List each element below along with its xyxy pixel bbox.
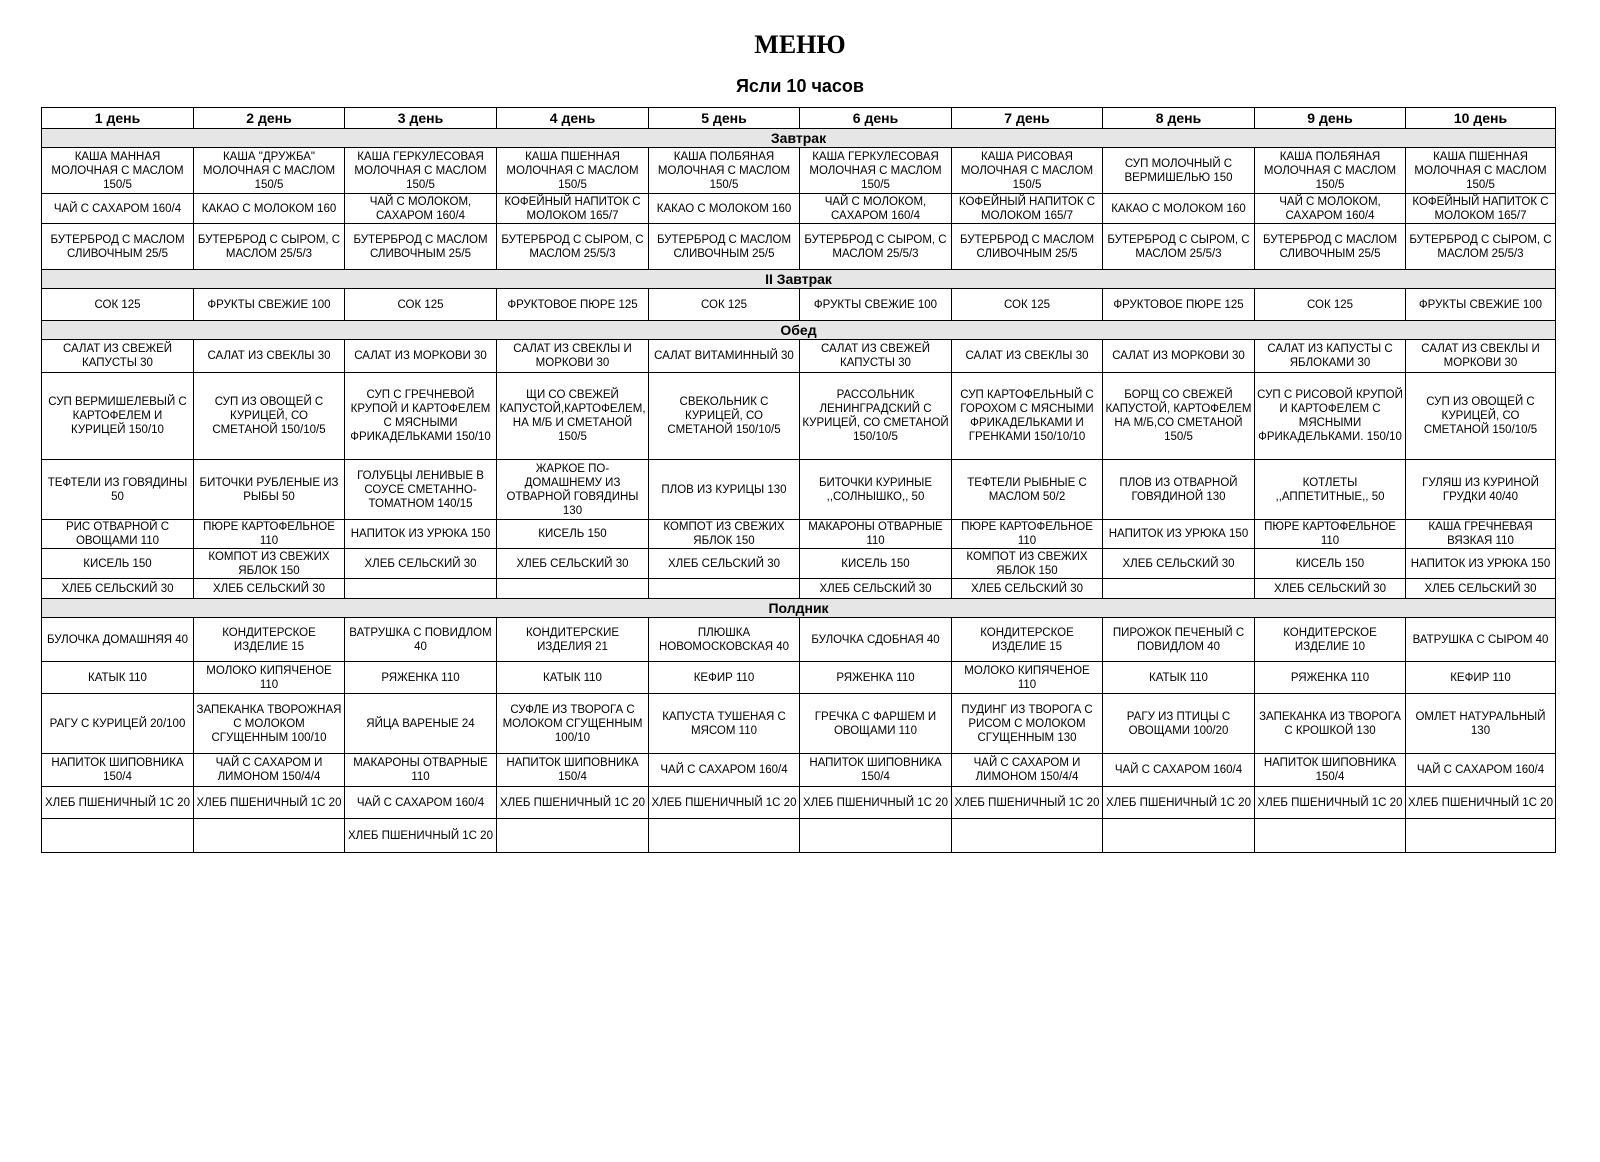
- dish-cell: САЛАТ ИЗ МОРКОВИ 30: [345, 340, 497, 373]
- menu-row: [42, 618, 1556, 662]
- dish-cell: ЧАЙ С САХАРОМ И ЛИМОНОМ 150/4/4: [952, 754, 1103, 787]
- dish-cell: СОК 125: [345, 289, 497, 321]
- dish-cell: КАША МАННАЯ МОЛОЧНАЯ С МАСЛОМ 150/5: [42, 148, 194, 194]
- dish-cell: РИС ОТВАРНОЙ С ОВОЩАМИ 110: [42, 520, 194, 549]
- section-header-row: [42, 129, 1556, 148]
- day-header: 4 день: [497, 108, 649, 129]
- dish-cell: НАПИТОК ИЗ УРЮКА 150: [345, 520, 497, 549]
- day-header: 8 день: [1103, 108, 1255, 129]
- menu-table: [41, 107, 1556, 853]
- dish-cell: ХЛЕБ СЕЛЬСКИЙ 30: [649, 549, 800, 579]
- dish-cell: ХЛЕБ СЕЛЬСКИЙ 30: [42, 579, 194, 599]
- dish-cell: КЕФИР 110: [649, 662, 800, 694]
- dish-cell: БУТЕРБРОД С МАСЛОМ СЛИВОЧНЫМ 25/5: [1255, 224, 1406, 270]
- dish-cell: [1255, 819, 1406, 853]
- day-header: 1 день: [42, 108, 194, 129]
- dish-cell: КАКАО С МОЛОКОМ 160: [649, 194, 800, 224]
- dish-cell: ХЛЕБ СЕЛЬСКИЙ 30: [952, 579, 1103, 599]
- dish-cell: ВАТРУШКА С ПОВИДЛОМ 40: [345, 618, 497, 662]
- dish-cell: БУЛОЧКА ДОМАШНЯЯ 40: [42, 618, 194, 662]
- menu-row: [42, 289, 1556, 321]
- dish-cell: СУП ИЗ ОВОЩЕЙ С КУРИЦЕЙ, СО СМЕТАНОЙ 150/10/5: [1406, 373, 1556, 460]
- dish-cell: НАПИТОК ШИПОВНИКА 150/4: [497, 754, 649, 787]
- dish-cell: ХЛЕБ СЕЛЬСКИЙ 30: [1103, 549, 1255, 579]
- dish-cell: НАПИТОК ИЗ УРЮКА 150: [1103, 520, 1255, 549]
- dish-cell: СУП ВЕРМИШЕЛЕВЫЙ С КАРТОФЕЛЕМ И КУРИЦЕЙ 150/10: [42, 373, 194, 460]
- dish-cell: РАГУ С КУРИЦЕЙ 20/100: [42, 694, 194, 754]
- dish-cell: КАША ПШЕННАЯ МОЛОЧНАЯ С МАСЛОМ 150/5: [1406, 148, 1556, 194]
- dish-cell: СУП МОЛОЧНЫЙ С ВЕРМИШЕЛЬЮ 150: [1103, 148, 1255, 194]
- dish-cell: ВАТРУШКА С СЫРОМ 40: [1406, 618, 1556, 662]
- section-header-row: [42, 321, 1556, 340]
- dish-cell: ЖАРКОЕ ПО-ДОМАШНЕМУ ИЗ ОТВАРНОЙ ГОВЯДИНЫ 130: [497, 460, 649, 520]
- dish-cell: ТЕФТЕЛИ РЫБНЫЕ С МАСЛОМ 50/2: [952, 460, 1103, 520]
- day-header: 5 день: [649, 108, 800, 129]
- dish-cell: БОРЩ СО СВЕЖЕЙ КАПУСТОЙ, КАРТОФЕЛЕМ НА М/Б,СО СМЕТАНОЙ 150/5: [1103, 373, 1255, 460]
- dish-cell: ТЕФТЕЛИ ИЗ ГОВЯДИНЫ 50: [42, 460, 194, 520]
- dish-cell: КАТЫК 110: [42, 662, 194, 694]
- dish-cell: БУТЕРБРОД С СЫРОМ, С МАСЛОМ 25/5/3: [1103, 224, 1255, 270]
- dish-cell: НАПИТОК ШИПОВНИКА 150/4: [1255, 754, 1406, 787]
- page-title: МЕНЮ: [754, 30, 846, 59]
- section-title: Завтрак: [42, 129, 1556, 148]
- dish-cell: КИСЕЛЬ 150: [42, 549, 194, 579]
- dish-cell: ФРУКТЫ СВЕЖИЕ 100: [1406, 289, 1556, 321]
- day-header: 2 день: [194, 108, 345, 129]
- dish-cell: ЧАЙ С САХАРОМ 160/4: [1103, 754, 1255, 787]
- dish-cell: ХЛЕБ ПШЕНИЧНЫЙ 1С 20: [649, 787, 800, 819]
- dish-cell: ЩИ СО СВЕЖЕЙ КАПУСТОЙ,КАРТОФЕЛЕМ, НА М/Б И СМЕТАНОЙ 150/5: [497, 373, 649, 460]
- day-header: 3 день: [345, 108, 497, 129]
- dish-cell: СОК 125: [42, 289, 194, 321]
- section-header-row: [42, 270, 1556, 289]
- menu-row: [42, 373, 1556, 460]
- dish-cell: [1103, 819, 1255, 853]
- dish-cell: [194, 819, 345, 853]
- menu-row: [42, 340, 1556, 373]
- dish-cell: СУП КАРТОФЕЛЬНЫЙ С ГОРОХОМ С МЯСНЫМИ ФРИКАДЕЛЬКАМИ И ГРЕНКАМИ 150/10/10: [952, 373, 1103, 460]
- dish-cell: ФРУКТЫ СВЕЖИЕ 100: [194, 289, 345, 321]
- dish-cell: БУТЕРБРОД С МАСЛОМ СЛИВОЧНЫМ 25/5: [42, 224, 194, 270]
- menu-row: [42, 194, 1556, 224]
- dish-cell: КАША ПОЛБЯНАЯ МОЛОЧНАЯ С МАСЛОМ 150/5: [649, 148, 800, 194]
- dish-cell: ЧАЙ С САХАРОМ И ЛИМОНОМ 150/4/4: [194, 754, 345, 787]
- dish-cell: [952, 819, 1103, 853]
- menu-row: [42, 520, 1556, 549]
- section-title: Полдник: [42, 599, 1556, 618]
- dish-cell: КЕФИР 110: [1406, 662, 1556, 694]
- dish-cell: ГОЛУБЦЫ ЛЕНИВЫЕ В СОУСЕ СМЕТАННО-ТОМАТНОМ 140/15: [345, 460, 497, 520]
- dish-cell: КАША "ДРУЖБА" МОЛОЧНАЯ С МАСЛОМ 150/5: [194, 148, 345, 194]
- dish-cell: БУТЕРБРОД С МАСЛОМ СЛИВОЧНЫМ 25/5: [952, 224, 1103, 270]
- dish-cell: САЛАТ ИЗ СВЕКЛЫ 30: [952, 340, 1103, 373]
- dish-cell: КОМПОТ ИЗ СВЕЖИХ ЯБЛОК 150: [194, 549, 345, 579]
- dish-cell: ФРУКТОВОЕ ПЮРЕ 125: [497, 289, 649, 321]
- menu-row: [42, 549, 1556, 579]
- dish-cell: ЧАЙ С МОЛОКОМ, САХАРОМ 160/4: [1255, 194, 1406, 224]
- dish-cell: СОК 125: [649, 289, 800, 321]
- dish-cell: [345, 579, 497, 599]
- dish-cell: ХЛЕБ ПШЕНИЧНЫЙ 1С 20: [1406, 787, 1556, 819]
- dish-cell: САЛАТ ИЗ МОРКОВИ 30: [1103, 340, 1255, 373]
- dish-cell: САЛАТ ИЗ КАПУСТЫ С ЯБЛОКАМИ 30: [1255, 340, 1406, 373]
- dish-cell: ЧАЙ С САХАРОМ 160/4: [649, 754, 800, 787]
- dish-cell: СОК 125: [952, 289, 1103, 321]
- dish-cell: КИСЕЛЬ 150: [800, 549, 952, 579]
- dish-cell: ХЛЕБ СЕЛЬСКИЙ 30: [1255, 579, 1406, 599]
- dish-cell: ХЛЕБ ПШЕНИЧНЫЙ 1С 20: [42, 787, 194, 819]
- menu-body: [42, 129, 1556, 853]
- dish-cell: КАША ПОЛБЯНАЯ МОЛОЧНАЯ С МАСЛОМ 150/5: [1255, 148, 1406, 194]
- dish-cell: САЛАТ ИЗ СВЕЖЕЙ КАПУСТЫ 30: [42, 340, 194, 373]
- dish-cell: ЧАЙ С САХАРОМ 160/4: [42, 194, 194, 224]
- dish-cell: ЧАЙ С САХАРОМ 160/4: [1406, 754, 1556, 787]
- section-title: Обед: [42, 321, 1556, 340]
- dish-cell: ХЛЕБ СЕЛЬСКИЙ 30: [800, 579, 952, 599]
- dish-cell: ХЛЕБ ПШЕНИЧНЫЙ 1С 20: [1103, 787, 1255, 819]
- dish-cell: КАПУСТА ТУШЕНАЯ С МЯСОМ 110: [649, 694, 800, 754]
- dish-cell: СУП С РИСОВОЙ КРУПОЙ И КАРТОФЕЛЕМ С МЯСНЫМИ ФРИКАДЕЛЬКАМИ. 150/10: [1255, 373, 1406, 460]
- dish-cell: [42, 819, 194, 853]
- dish-cell: ПУДИНГ ИЗ ТВОРОГА С РИСОМ С МОЛОКОМ СГУЩЕННЫМ 130: [952, 694, 1103, 754]
- dish-cell: КОНДИТЕРСКОЕ ИЗДЕЛИЕ 15: [952, 618, 1103, 662]
- dish-cell: ФРУКТОВОЕ ПЮРЕ 125: [1103, 289, 1255, 321]
- dish-cell: ХЛЕБ ПШЕНИЧНЫЙ 1С 20: [345, 819, 497, 853]
- dish-cell: ХЛЕБ СЕЛЬСКИЙ 30: [497, 549, 649, 579]
- dish-cell: СУП ИЗ ОВОЩЕЙ С КУРИЦЕЙ, СО СМЕТАНОЙ 150/10/5: [194, 373, 345, 460]
- dish-cell: ХЛЕБ СЕЛЬСКИЙ 30: [194, 579, 345, 599]
- dish-cell: [497, 819, 649, 853]
- dish-cell: ХЛЕБ ПШЕНИЧНЫЙ 1С 20: [194, 787, 345, 819]
- dish-cell: НАПИТОК ШИПОВНИКА 150/4: [42, 754, 194, 787]
- menu-row: [42, 819, 1556, 853]
- dish-cell: САЛАТ ВИТАМИННЫЙ 30: [649, 340, 800, 373]
- page-subtitle: Ясли 10 часов: [735, 76, 864, 96]
- dish-cell: БУТЕРБРОД С СЫРОМ, С МАСЛОМ 25/5/3: [194, 224, 345, 270]
- dish-cell: БИТОЧКИ КУРИНЫЕ ,,СОЛНЫШКО,, 50: [800, 460, 952, 520]
- dish-cell: КОФЕЙНЫЙ НАПИТОК С МОЛОКОМ 165/7: [497, 194, 649, 224]
- dish-cell: [1406, 819, 1556, 853]
- dish-cell: ХЛЕБ СЕЛЬСКИЙ 30: [345, 549, 497, 579]
- menu-row: [42, 754, 1556, 787]
- dish-cell: КИСЕЛЬ 150: [497, 520, 649, 549]
- dish-cell: САЛАТ ИЗ СВЕКЛЫ 30: [194, 340, 345, 373]
- dish-cell: ЗАПЕКАНКА ИЗ ТВОРОГА С КРОШКОЙ 130: [1255, 694, 1406, 754]
- dish-cell: БИТОЧКИ РУБЛЕНЫЕ ИЗ РЫБЫ 50: [194, 460, 345, 520]
- dish-cell: КОНДИТЕРСКИЕ ИЗДЕЛИЯ 21: [497, 618, 649, 662]
- dish-cell: КАКАО С МОЛОКОМ 160: [1103, 194, 1255, 224]
- dish-cell: КОТЛЕТЫ ,,АППЕТИТНЫЕ,, 50: [1255, 460, 1406, 520]
- dish-cell: МОЛОКО КИПЯЧЕНОЕ 110: [194, 662, 345, 694]
- dish-cell: КОНДИТЕРСКОЕ ИЗДЕЛИЕ 15: [194, 618, 345, 662]
- menu-row: [42, 787, 1556, 819]
- dish-cell: ПЮРЕ КАРТОФЕЛЬНОЕ 110: [1255, 520, 1406, 549]
- dish-cell: БУТЕРБРОД С МАСЛОМ СЛИВОЧНЫМ 25/5: [345, 224, 497, 270]
- dish-cell: [497, 579, 649, 599]
- dish-cell: РЯЖЕНКА 110: [800, 662, 952, 694]
- dish-cell: БУЛОЧКА СДОБНАЯ 40: [800, 618, 952, 662]
- dish-cell: ЧАЙ С МОЛОКОМ, САХАРОМ 160/4: [345, 194, 497, 224]
- dish-cell: ЧАЙ С МОЛОКОМ, САХАРОМ 160/4: [800, 194, 952, 224]
- dish-cell: КОМПОТ ИЗ СВЕЖИХ ЯБЛОК 150: [952, 549, 1103, 579]
- dish-cell: [1103, 579, 1255, 599]
- day-header: 6 день: [800, 108, 952, 129]
- dish-cell: ОМЛЕТ НАТУРАЛЬНЫЙ 130: [1406, 694, 1556, 754]
- dish-cell: ЯЙЦА ВАРЕНЫЕ 24: [345, 694, 497, 754]
- dish-cell: ЗАПЕКАНКА ТВОРОЖНАЯ С МОЛОКОМ СГУЩЕННЫМ 100/10: [194, 694, 345, 754]
- day-header: 7 день: [952, 108, 1103, 129]
- dish-cell: [649, 819, 800, 853]
- dish-cell: БУТЕРБРОД С СЫРОМ, С МАСЛОМ 25/5/3: [800, 224, 952, 270]
- dish-cell: ПЛОВ ИЗ КУРИЦЫ 130: [649, 460, 800, 520]
- day-header: 9 день: [1255, 108, 1406, 129]
- dish-cell: КАША ПШЕННАЯ МОЛОЧНАЯ С МАСЛОМ 150/5: [497, 148, 649, 194]
- menu-row: [42, 224, 1556, 270]
- dish-cell: КАТЫК 110: [497, 662, 649, 694]
- dish-cell: КОФЕЙНЫЙ НАПИТОК С МОЛОКОМ 165/7: [1406, 194, 1556, 224]
- dish-cell: БУТЕРБРОД С СЫРОМ, С МАСЛОМ 25/5/3: [497, 224, 649, 270]
- dish-cell: [800, 819, 952, 853]
- dish-cell: ФРУКТЫ СВЕЖИЕ 100: [800, 289, 952, 321]
- dish-cell: САЛАТ ИЗ СВЕКЛЫ И МОРКОВИ 30: [497, 340, 649, 373]
- dish-cell: КОМПОТ ИЗ СВЕЖИХ ЯБЛОК 150: [649, 520, 800, 549]
- dish-cell: ХЛЕБ ПШЕНИЧНЫЙ 1С 20: [497, 787, 649, 819]
- dish-cell: ПИРОЖОК ПЕЧЕНЫЙ С ПОВИДЛОМ 40: [1103, 618, 1255, 662]
- dish-cell: КАКАО С МОЛОКОМ 160: [194, 194, 345, 224]
- dish-cell: ПЮРЕ КАРТОФЕЛЬНОЕ 110: [952, 520, 1103, 549]
- dish-cell: ГУЛЯШ ИЗ КУРИНОЙ ГРУДКИ 40/40: [1406, 460, 1556, 520]
- dish-cell: СУП С ГРЕЧНЕВОЙ КРУПОЙ И КАРТОФЕЛЕМ С МЯСНЫМИ ФРИКАДЕЛЬКАМИ 150/10: [345, 373, 497, 460]
- dish-cell: ПЛЮШКА НОВОМОСКОВСКАЯ 40: [649, 618, 800, 662]
- dish-cell: БУТЕРБРОД С СЫРОМ, С МАСЛОМ 25/5/3: [1406, 224, 1556, 270]
- dish-cell: МОЛОКО КИПЯЧЕНОЕ 110: [952, 662, 1103, 694]
- dish-cell: ПЛОВ ИЗ ОТВАРНОЙ ГОВЯДИНОЙ 130: [1103, 460, 1255, 520]
- dish-cell: СУФЛЕ ИЗ ТВОРОГА С МОЛОКОМ СГУЩЕННЫМ 100/10: [497, 694, 649, 754]
- dish-cell: ПЮРЕ КАРТОФЕЛЬНОЕ 110: [194, 520, 345, 549]
- day-header-row: [42, 108, 1556, 129]
- dish-cell: СВЕКОЛЬНИК С КУРИЦЕЙ, СО СМЕТАНОЙ 150/10/5: [649, 373, 800, 460]
- dish-cell: ХЛЕБ ПШЕНИЧНЫЙ 1С 20: [1255, 787, 1406, 819]
- dish-cell: САЛАТ ИЗ СВЕКЛЫ И МОРКОВИ 30: [1406, 340, 1556, 373]
- dish-cell: САЛАТ ИЗ СВЕЖЕЙ КАПУСТЫ 30: [800, 340, 952, 373]
- dish-cell: КИСЕЛЬ 150: [1255, 549, 1406, 579]
- menu-row: [42, 694, 1556, 754]
- dish-cell: КАША ГРЕЧНЕВАЯ ВЯЗКАЯ 110: [1406, 520, 1556, 549]
- dish-cell: НАПИТОК ШИПОВНИКА 150/4: [800, 754, 952, 787]
- dish-cell: ХЛЕБ ПШЕНИЧНЫЙ 1С 20: [952, 787, 1103, 819]
- dish-cell: ЧАЙ С САХАРОМ 160/4: [345, 787, 497, 819]
- section-title: II Завтрак: [42, 270, 1556, 289]
- dish-cell: ГРЕЧКА С ФАРШЕМ И ОВОЩАМИ 110: [800, 694, 952, 754]
- dish-cell: РАССОЛЬНИК ЛЕНИНГРАДСКИЙ С КУРИЦЕЙ, СО СМЕТАНОЙ 150/10/5: [800, 373, 952, 460]
- dish-cell: НАПИТОК ИЗ УРЮКА 150: [1406, 549, 1556, 579]
- dish-cell: РЯЖЕНКА 110: [1255, 662, 1406, 694]
- dish-cell: ХЛЕБ ПШЕНИЧНЫЙ 1С 20: [800, 787, 952, 819]
- menu-row: [42, 148, 1556, 194]
- dish-cell: РАГУ ИЗ ПТИЦЫ С ОВОЩАМИ 100/20: [1103, 694, 1255, 754]
- menu-row: [42, 579, 1556, 599]
- dish-cell: БУТЕРБРОД С МАСЛОМ СЛИВОЧНЫМ 25/5: [649, 224, 800, 270]
- dish-cell: КАША ГЕРКУЛЕСОВАЯ МОЛОЧНАЯ С МАСЛОМ 150/5: [800, 148, 952, 194]
- dish-cell: КАША ГЕРКУЛЕСОВАЯ МОЛОЧНАЯ С МАСЛОМ 150/5: [345, 148, 497, 194]
- dish-cell: [649, 579, 800, 599]
- dish-cell: СОК 125: [1255, 289, 1406, 321]
- dish-cell: КАША РИСОВАЯ МОЛОЧНАЯ С МАСЛОМ 150/5: [952, 148, 1103, 194]
- dish-cell: МАКАРОНЫ ОТВАРНЫЕ 110: [800, 520, 952, 549]
- menu-row: [42, 662, 1556, 694]
- dish-cell: КАТЫК 110: [1103, 662, 1255, 694]
- dish-cell: КОФЕЙНЫЙ НАПИТОК С МОЛОКОМ 165/7: [952, 194, 1103, 224]
- dish-cell: РЯЖЕНКА 110: [345, 662, 497, 694]
- menu-row: [42, 460, 1556, 520]
- dish-cell: ХЛЕБ СЕЛЬСКИЙ 30: [1406, 579, 1556, 599]
- dish-cell: МАКАРОНЫ ОТВАРНЫЕ 110: [345, 754, 497, 787]
- day-header: 10 день: [1406, 108, 1556, 129]
- dish-cell: КОНДИТЕРСКОЕ ИЗДЕЛИЕ 10: [1255, 618, 1406, 662]
- section-header-row: [42, 599, 1556, 618]
